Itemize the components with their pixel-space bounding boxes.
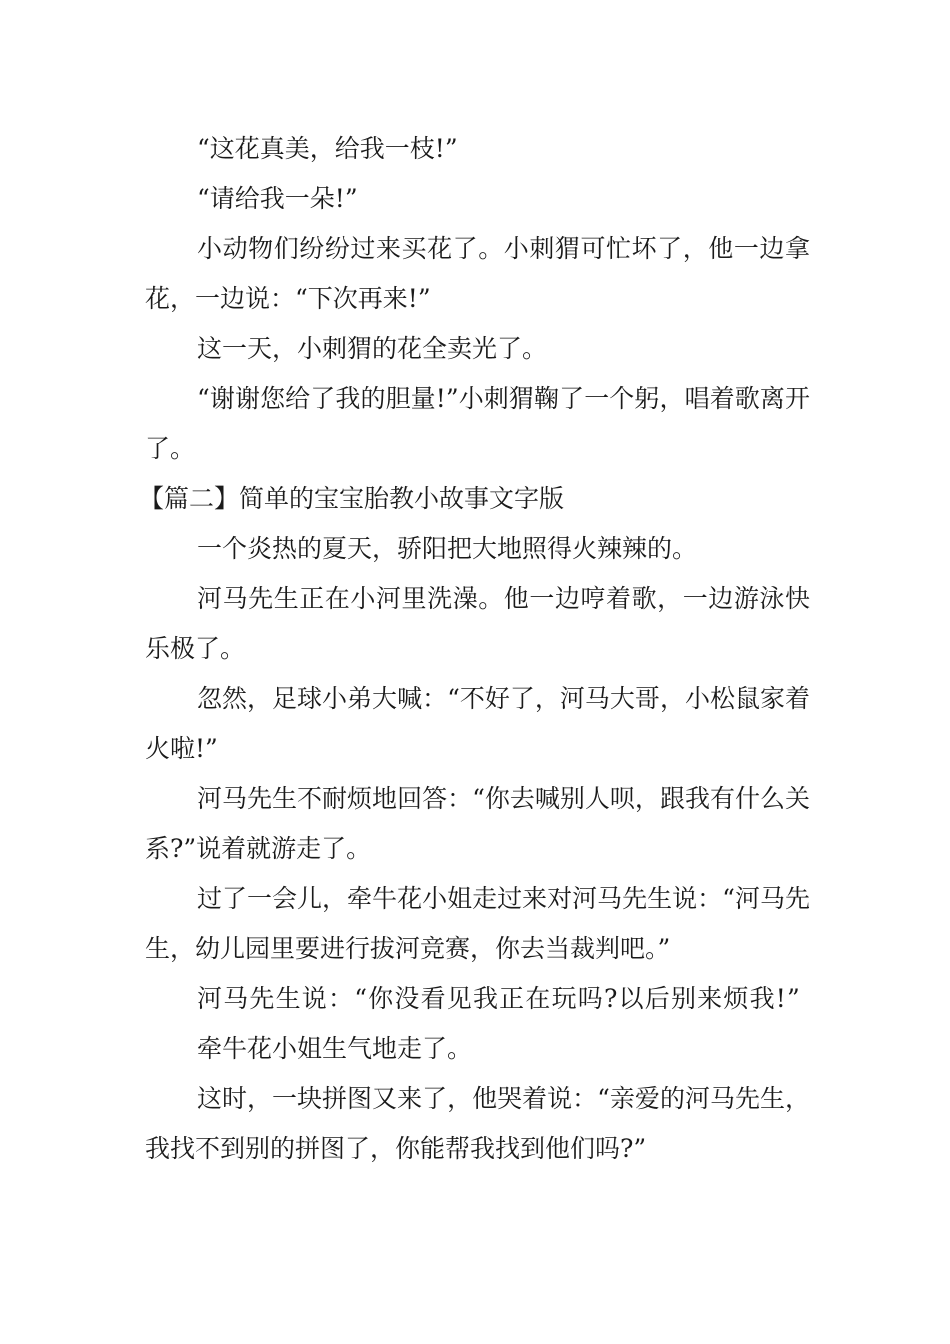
paragraph: 这时，一块拼图又来了，他哭着说：“亲爱的河马先生，我找不到别的拼图了，你能帮我找到他们吗?” [145,1084,810,1163]
paragraph: 这一天，小刺猬的花全卖光了。 [197,334,548,363]
paragraph: “请给我一朵!” [197,184,358,213]
paragraph: “谢谢您给了我的胆量!”小刺猬鞠了一个躬，唱着歌离开了。 [145,384,810,463]
paragraph: 小动物们纷纷过来买花了。小刺猬可忙坏了，他一边拿花，一边说：“下次再来!” [145,234,810,313]
paragraph: “这花真美，给我一枝!” [197,134,458,163]
paragraph: 过了一会儿，牵牛花小姐走过来对河马先生说：“河马先生，幼儿园里要进行拔河竞赛，你去当裁判吧。” [145,884,810,963]
document-body [139,124,810,1174]
paragraph: 牵牛花小姐生气地走了。 [197,1034,473,1063]
paragraph: 一个炎热的夏天，骄阳把大地照得火辣辣的。 [197,534,698,563]
paragraph: 河马先生正在小河里洗澡。他一边哼着歌，一边游泳快乐极了。 [145,584,810,663]
paragraph: 忽然，足球小弟大喊：“不好了，河马大哥，小松鼠家着火啦!” [145,684,810,763]
paragraph: 河马先生不耐烦地回答：“你去喊别人呗，跟我有什么关系?”说着就游走了。 [145,784,810,863]
paragraph: 河马先生说：“你没看见我正在玩吗?以后别来烦我!” [197,984,802,1013]
section-heading: 【篇二】简单的宝宝胎教小故事文字版 [139,484,565,513]
